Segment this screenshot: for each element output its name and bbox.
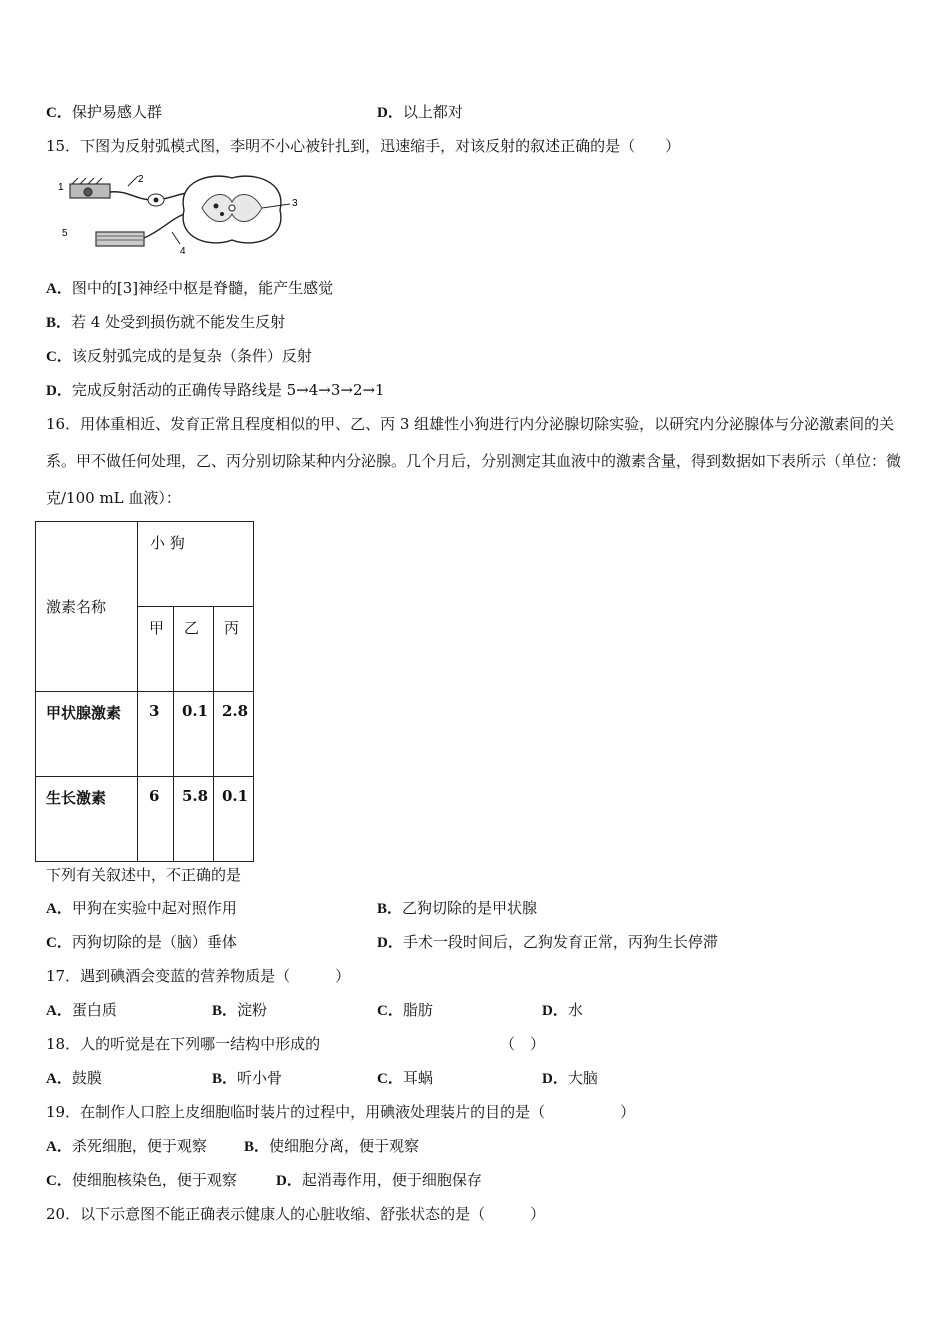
diagram-label-3: 3 xyxy=(292,198,298,209)
table-cell: 3 xyxy=(138,692,174,777)
reflex-arc-diagram xyxy=(52,170,312,260)
table-row xyxy=(36,777,254,862)
q14-option-c: C．保护易感人群 xyxy=(46,103,162,121)
q15-option-b: B．若 4 处受到损伤就不能发生反射 xyxy=(46,313,286,331)
table-cell: 6 xyxy=(138,777,174,862)
table-header-group: 小 狗 xyxy=(138,522,254,607)
q17-option-d: D．水 xyxy=(542,1001,583,1019)
table-col-yi: 乙 xyxy=(174,607,214,692)
q16-option-c: C．丙狗切除的是（脑）垂体 xyxy=(46,933,237,951)
table-header-name: 激素名称 xyxy=(36,522,138,692)
q16-stem: 16．用体重相近、发育正常且程度相似的甲、乙、丙 3 组雄性小狗进行内分泌腺切除实验，以研究内分泌腺体与分泌激素间的关系。甲不做任何处理，乙、丙分别切除某种内分泌腺。几个月后，分别测定其血液中的激素含量，得到数据如下表所示（单位：微克/100 mL 血液）： xyxy=(46,415,902,507)
q15-option-d: D．完成反射活动的正确传导路线是 5→4→3→2→1 xyxy=(46,381,385,399)
diagram-label-1: 1 xyxy=(58,182,64,193)
table-row xyxy=(36,692,254,777)
label-leader-4 xyxy=(172,232,180,244)
q17-option-a: A．蛋白质 xyxy=(46,1001,117,1019)
q15-stem: 15．下图为反射弧模式图，李明不小心被针扎到，迅速缩手，对该反射的叙述正确的是（ ） xyxy=(46,137,681,155)
q14-option-d: D．以上都对 xyxy=(377,103,463,121)
receptor-skin xyxy=(70,178,110,198)
q15-option-a: A．图中的[3]神经中枢是脊髓，能产生感觉 xyxy=(46,279,334,297)
q17-option-c: C．脂肪 xyxy=(377,1001,433,1019)
q16-option-b: B．乙狗切除的是甲状腺 xyxy=(377,899,538,917)
table-cell: 5.8 xyxy=(174,777,214,862)
q17-option-b: B．淀粉 xyxy=(212,1001,268,1019)
q19-option-b: B．使细胞分离，便于观察 xyxy=(244,1137,420,1155)
table-col-bing: 丙 xyxy=(214,607,254,692)
q18-option-a: A．鼓膜 xyxy=(46,1069,102,1087)
q16-follow: 下列有关叙述中，不正确的是 xyxy=(46,866,242,884)
q18-option-c: C．耳蜗 xyxy=(377,1069,433,1087)
spinal-cord xyxy=(183,176,281,243)
table-row-name: 生长激素 xyxy=(36,777,138,862)
q18-stem: 18．人的听觉是在下列哪一结构中形成的 xyxy=(46,1035,321,1053)
q18-option-b: B．听小骨 xyxy=(212,1069,283,1087)
q16-option-d: D．手术一段时间后，乙狗发育正常，丙狗生长停滞 xyxy=(377,933,718,951)
q19-option-a: A．杀死细胞，便于观察 xyxy=(46,1137,207,1155)
q15-option-c: C．该反射弧完成的是复杂（条件）反射 xyxy=(46,347,312,365)
table-cell: 2.8 xyxy=(214,692,254,777)
effector-muscle xyxy=(96,232,144,246)
diagram-label-5: 5 xyxy=(62,228,68,239)
q18-option-d: D．大脑 xyxy=(542,1069,598,1087)
q19-option-d: D．起消毒作用，便于细胞保存 xyxy=(276,1171,482,1189)
table-cell: 0.1 xyxy=(214,777,254,862)
q20-stem: 20．以下示意图不能正确表示健康人的心脏收缩、舒张状态的是（ ） xyxy=(46,1205,546,1223)
ganglion-nucleus xyxy=(154,198,159,203)
q18-answer-paren: （ ） xyxy=(500,1035,546,1053)
table-col-jia: 甲 xyxy=(138,607,174,692)
q16-option-a: A．甲狗在实验中起对照作用 xyxy=(46,899,237,917)
diagram-label-2: 2 xyxy=(138,174,144,185)
q17-stem: 17．遇到碘酒会变蓝的营养物质是（ ） xyxy=(46,967,351,985)
q19-stem: 19．在制作人口腔上皮细胞临时装片的过程中，用碘液处理装片的目的是（ ） xyxy=(46,1103,636,1121)
table-row-name: 甲状腺激素 xyxy=(36,692,138,777)
label-leader-2 xyxy=(128,176,138,186)
table-cell: 0.1 xyxy=(174,692,214,777)
q19-option-c: C．使细胞核染色，便于观察 xyxy=(46,1171,237,1189)
hormone-table xyxy=(35,521,254,862)
diagram-label-4: 4 xyxy=(180,246,186,257)
